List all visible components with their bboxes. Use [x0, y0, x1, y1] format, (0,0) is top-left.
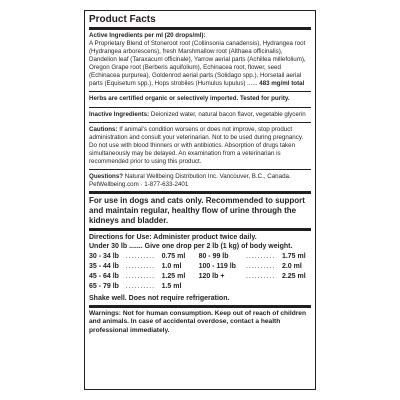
product-facts-label — [84, 10, 316, 390]
use-statement: For use in dogs and cats only. Recommended to support and maintain regular, healthy flow of urine through the kidneys and bladder. — [89, 196, 305, 225]
dose-amount: 1.5 ml — [161, 282, 182, 290]
cautions — [89, 126, 311, 166]
dose-row — [89, 281, 311, 291]
divider — [89, 91, 311, 92]
weight-range: 120 lb + — [198, 272, 225, 280]
inactive-ingredients — [89, 111, 311, 119]
divider — [89, 169, 311, 170]
active-heading: Active Ingredients per ml (20 drops/ml): — [89, 32, 206, 39]
divider — [89, 107, 311, 108]
divider — [89, 305, 311, 308]
inactive-heading: Inactive Ingredients: — [89, 110, 150, 118]
label-title: Product Facts — [89, 14, 156, 25]
herbs-note: Herbs are certified organic or selectively imported. Tested for purity. — [89, 95, 290, 103]
active-ingredients — [89, 32, 311, 88]
dose-amount: 2.25 ml — [281, 272, 306, 280]
warnings-heading: Warnings: — [89, 309, 121, 317]
dots: .......... — [245, 272, 276, 280]
shake-note: Shake well. Does not require refrigeration. — [89, 294, 230, 302]
dots — [246, 281, 282, 291]
active-body: A Proprietary Blend of Stoneroot root (Collinsonia canadensis), Hydrangea root (Hydrangea arborescens), fresh Marshmallow root (Althaea officinalis), Dandelion leaf (Taraxacum officinale), Yarrow aerial parts (Achillea millefolium), Oregon Grape root (Berberis aquifolium), Echinacea root, flower, seed (Echinacea purpurea), Goldenrod aerial parts (Solidago spp.), Horsetail aerial parts (Equisetum spp.), Hops strobiles (Humulus lupulus) ...... — [89, 40, 306, 88]
dots: .......... — [125, 252, 156, 260]
dose-amount: 1.25 ml — [161, 272, 186, 280]
dose-amount: 1.0 ml — [161, 262, 182, 270]
weight-range: 100 - 119 lb — [198, 262, 236, 270]
dots: .......... — [245, 262, 276, 270]
dots: .......... — [245, 252, 276, 260]
divider — [89, 191, 311, 194]
dose-amount — [282, 281, 311, 291]
cautions-body: If animal's condition worsens or does not improve, stop product administration and consult your veterinarian. Not to be used during pregnancy. Do not use with blood thinners or with antibiotics. Absorption of drugs taken simultaneously may be delayed. An examination from a veterinarian is recommended prior to using this product. — [89, 125, 304, 165]
dose-table — [89, 251, 311, 291]
dots: .......... — [125, 282, 156, 290]
weight-range — [191, 281, 246, 291]
questions-contact: PetWellbeing.com · 1-877-633-2401 — [89, 180, 189, 188]
divider — [89, 228, 311, 231]
dose-amount: 2.0 ml — [281, 262, 302, 270]
weight-range: 45 - 64 lb — [89, 272, 119, 280]
dots: .......... — [125, 262, 156, 270]
dose-row — [89, 261, 311, 271]
dose-amount: 0.75 ml — [161, 252, 186, 260]
dots: .......... — [125, 272, 156, 280]
directions-under: Under 30 lb ....... Give one drop per 2 lb (1 kg) of body weight. — [89, 243, 293, 251]
dose-amount: 1.75 ml — [281, 252, 306, 260]
weight-range: 35 - 44 lb — [89, 262, 119, 270]
questions-heading: Questions? — [89, 172, 124, 180]
weight-range: 80 - 99 lb — [198, 252, 229, 260]
weight-range: 65 - 79 lb — [89, 282, 119, 290]
warnings — [89, 310, 311, 336]
dose-row — [89, 251, 311, 261]
directions-heading: Directions for Use: Administer product twice daily. — [89, 234, 257, 241]
questions — [89, 173, 311, 189]
divider — [89, 122, 311, 123]
questions-body: Natural Wellbeing Distribution Inc. Vancouver, B.C., Canada. — [124, 172, 291, 180]
divider — [89, 27, 311, 30]
inactive-body: Deionized water, natural bacon flavor, vegetable glycerin — [150, 110, 306, 118]
warnings-body: Not for human consumption. Keep out of reach of children and animals. In case of accidental overdose, contact a health professional immediately. — [89, 309, 307, 334]
active-total: 483 mg/ml total — [259, 80, 305, 88]
dose-row — [89, 271, 311, 281]
weight-range: 30 - 34 lb — [89, 252, 119, 260]
cautions-heading: Cautions: — [89, 125, 118, 133]
